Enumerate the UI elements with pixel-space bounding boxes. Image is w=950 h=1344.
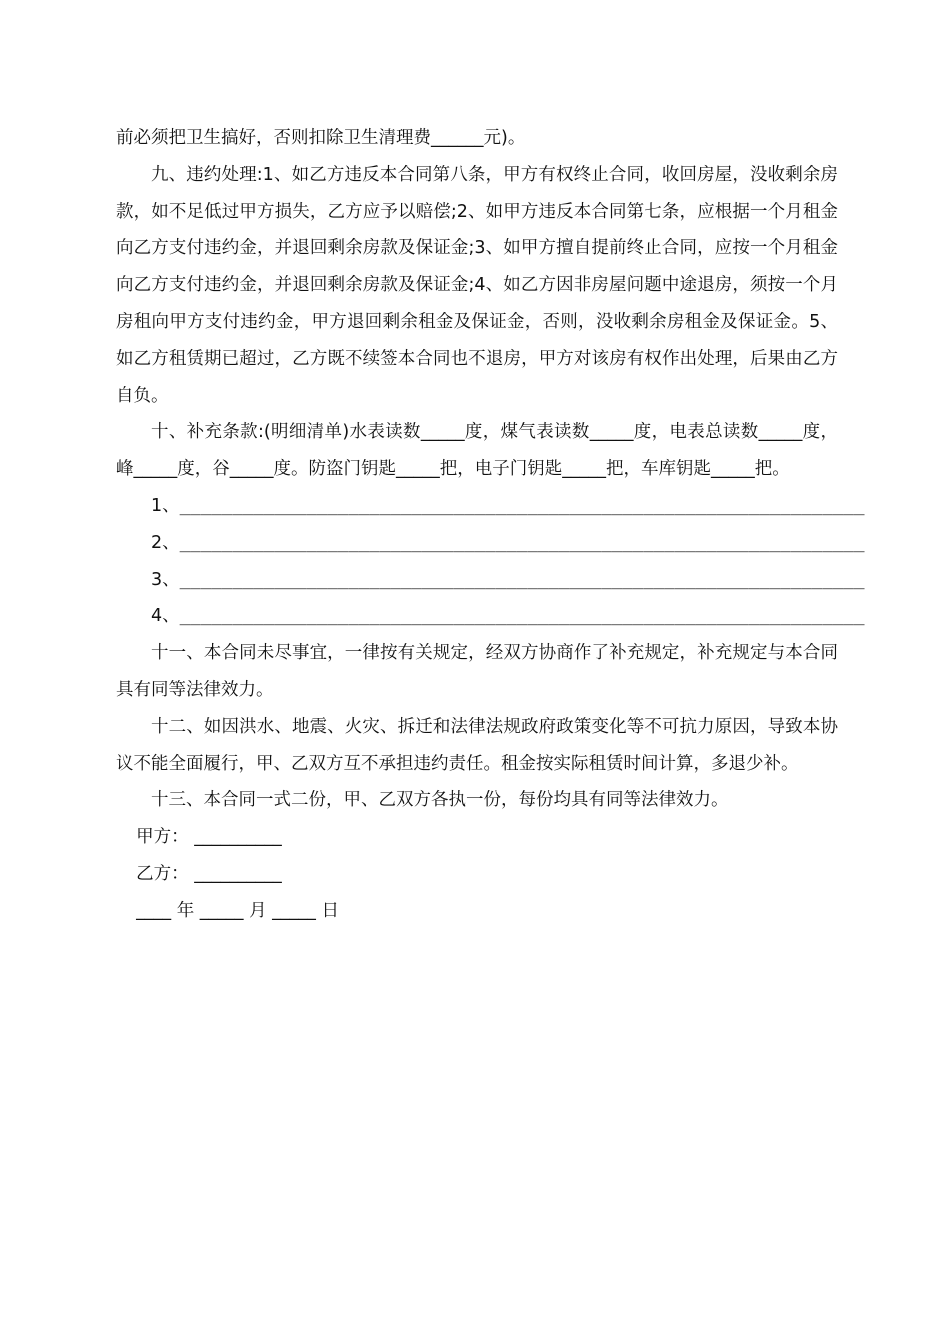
supplement-line-number: 1、 <box>151 495 180 516</box>
supplement-line-blank: _________________________________________________________________ <box>179 532 865 553</box>
supplement-line-blank: _________________________________________________________________ <box>179 495 865 516</box>
clause-12-force-majeure: 十二、如因洪水、地震、火灾、拆迁和法律法规政府政策变化等不可抗力原因，导致本协议不能全面履行，甲、乙双方互不承担违约责任。租金按实际租赁时间计算，多退少补。 <box>116 716 838 774</box>
clause-13-copies: 十三、本合同一式二份，甲、乙双方各执一份，每份均具有同等法律效力。 <box>151 790 729 811</box>
clause-10-supplement: 十、补充条款:(明细清单)水表读数_____度，煤气表读数_____度，电表总读数_____度，峰_____度，谷_____度。防盗门钥匙_____把，电子门钥匙_____把，车库钥匙_____把。 <box>116 422 838 480</box>
signing-date: ____ 年 _____ 月 _____ 日 <box>136 900 339 921</box>
supplement-line-number: 4、 <box>151 606 180 627</box>
supplement-list <box>116 488 865 635</box>
supplement-line <box>151 562 865 599</box>
party-a-signature: 甲方： __________ <box>136 827 282 848</box>
clause-11-supplementary: 十一、本合同未尽事宜，一律按有关规定，经双方协商作了补充规定，补充规定与本合同具有同等法律效力。 <box>116 643 838 700</box>
supplement-line-number: 2、 <box>151 532 180 553</box>
supplement-line <box>151 488 865 525</box>
supplement-line <box>151 598 865 635</box>
party-b-signature: 乙方： __________ <box>136 863 282 884</box>
supplement-line <box>151 525 865 562</box>
supplement-line-blank: _________________________________________________________________ <box>179 606 865 627</box>
clause-9-breach: 九、违约处理:1、如乙方违反本合同第八条，甲方有权终止合同，收回房屋，没收剩余房款，如不足低过甲方损失，乙方应予以赔偿;2、如甲方违反本合同第七条，应根据一个月租金向乙方支付违约金，并退回剩余房款及保证金;3、如甲方擅自提前终止合同，应按一个月租金向乙方支付违约金，并退回剩余房款及保证金;4、如乙方因非房屋问题中途退房，须按一个月房租向甲方支付违约金，甲方退回剩余租金及保证金，否则，没收剩余房租金及保证金。5、如乙方租赁期已超过，乙方既不续签本合同也不退房，甲方对该房有权作出处理，后果由乙方自负。 <box>116 164 838 406</box>
document-page <box>116 120 865 930</box>
supplement-line-number: 3、 <box>151 569 180 590</box>
continuation-paragraph: 前必须把卫生搞好，否则扣除卫生清理费______元)。 <box>116 128 526 148</box>
signature-block <box>116 819 838 929</box>
supplement-line-blank: _________________________________________________________________ <box>179 569 865 590</box>
